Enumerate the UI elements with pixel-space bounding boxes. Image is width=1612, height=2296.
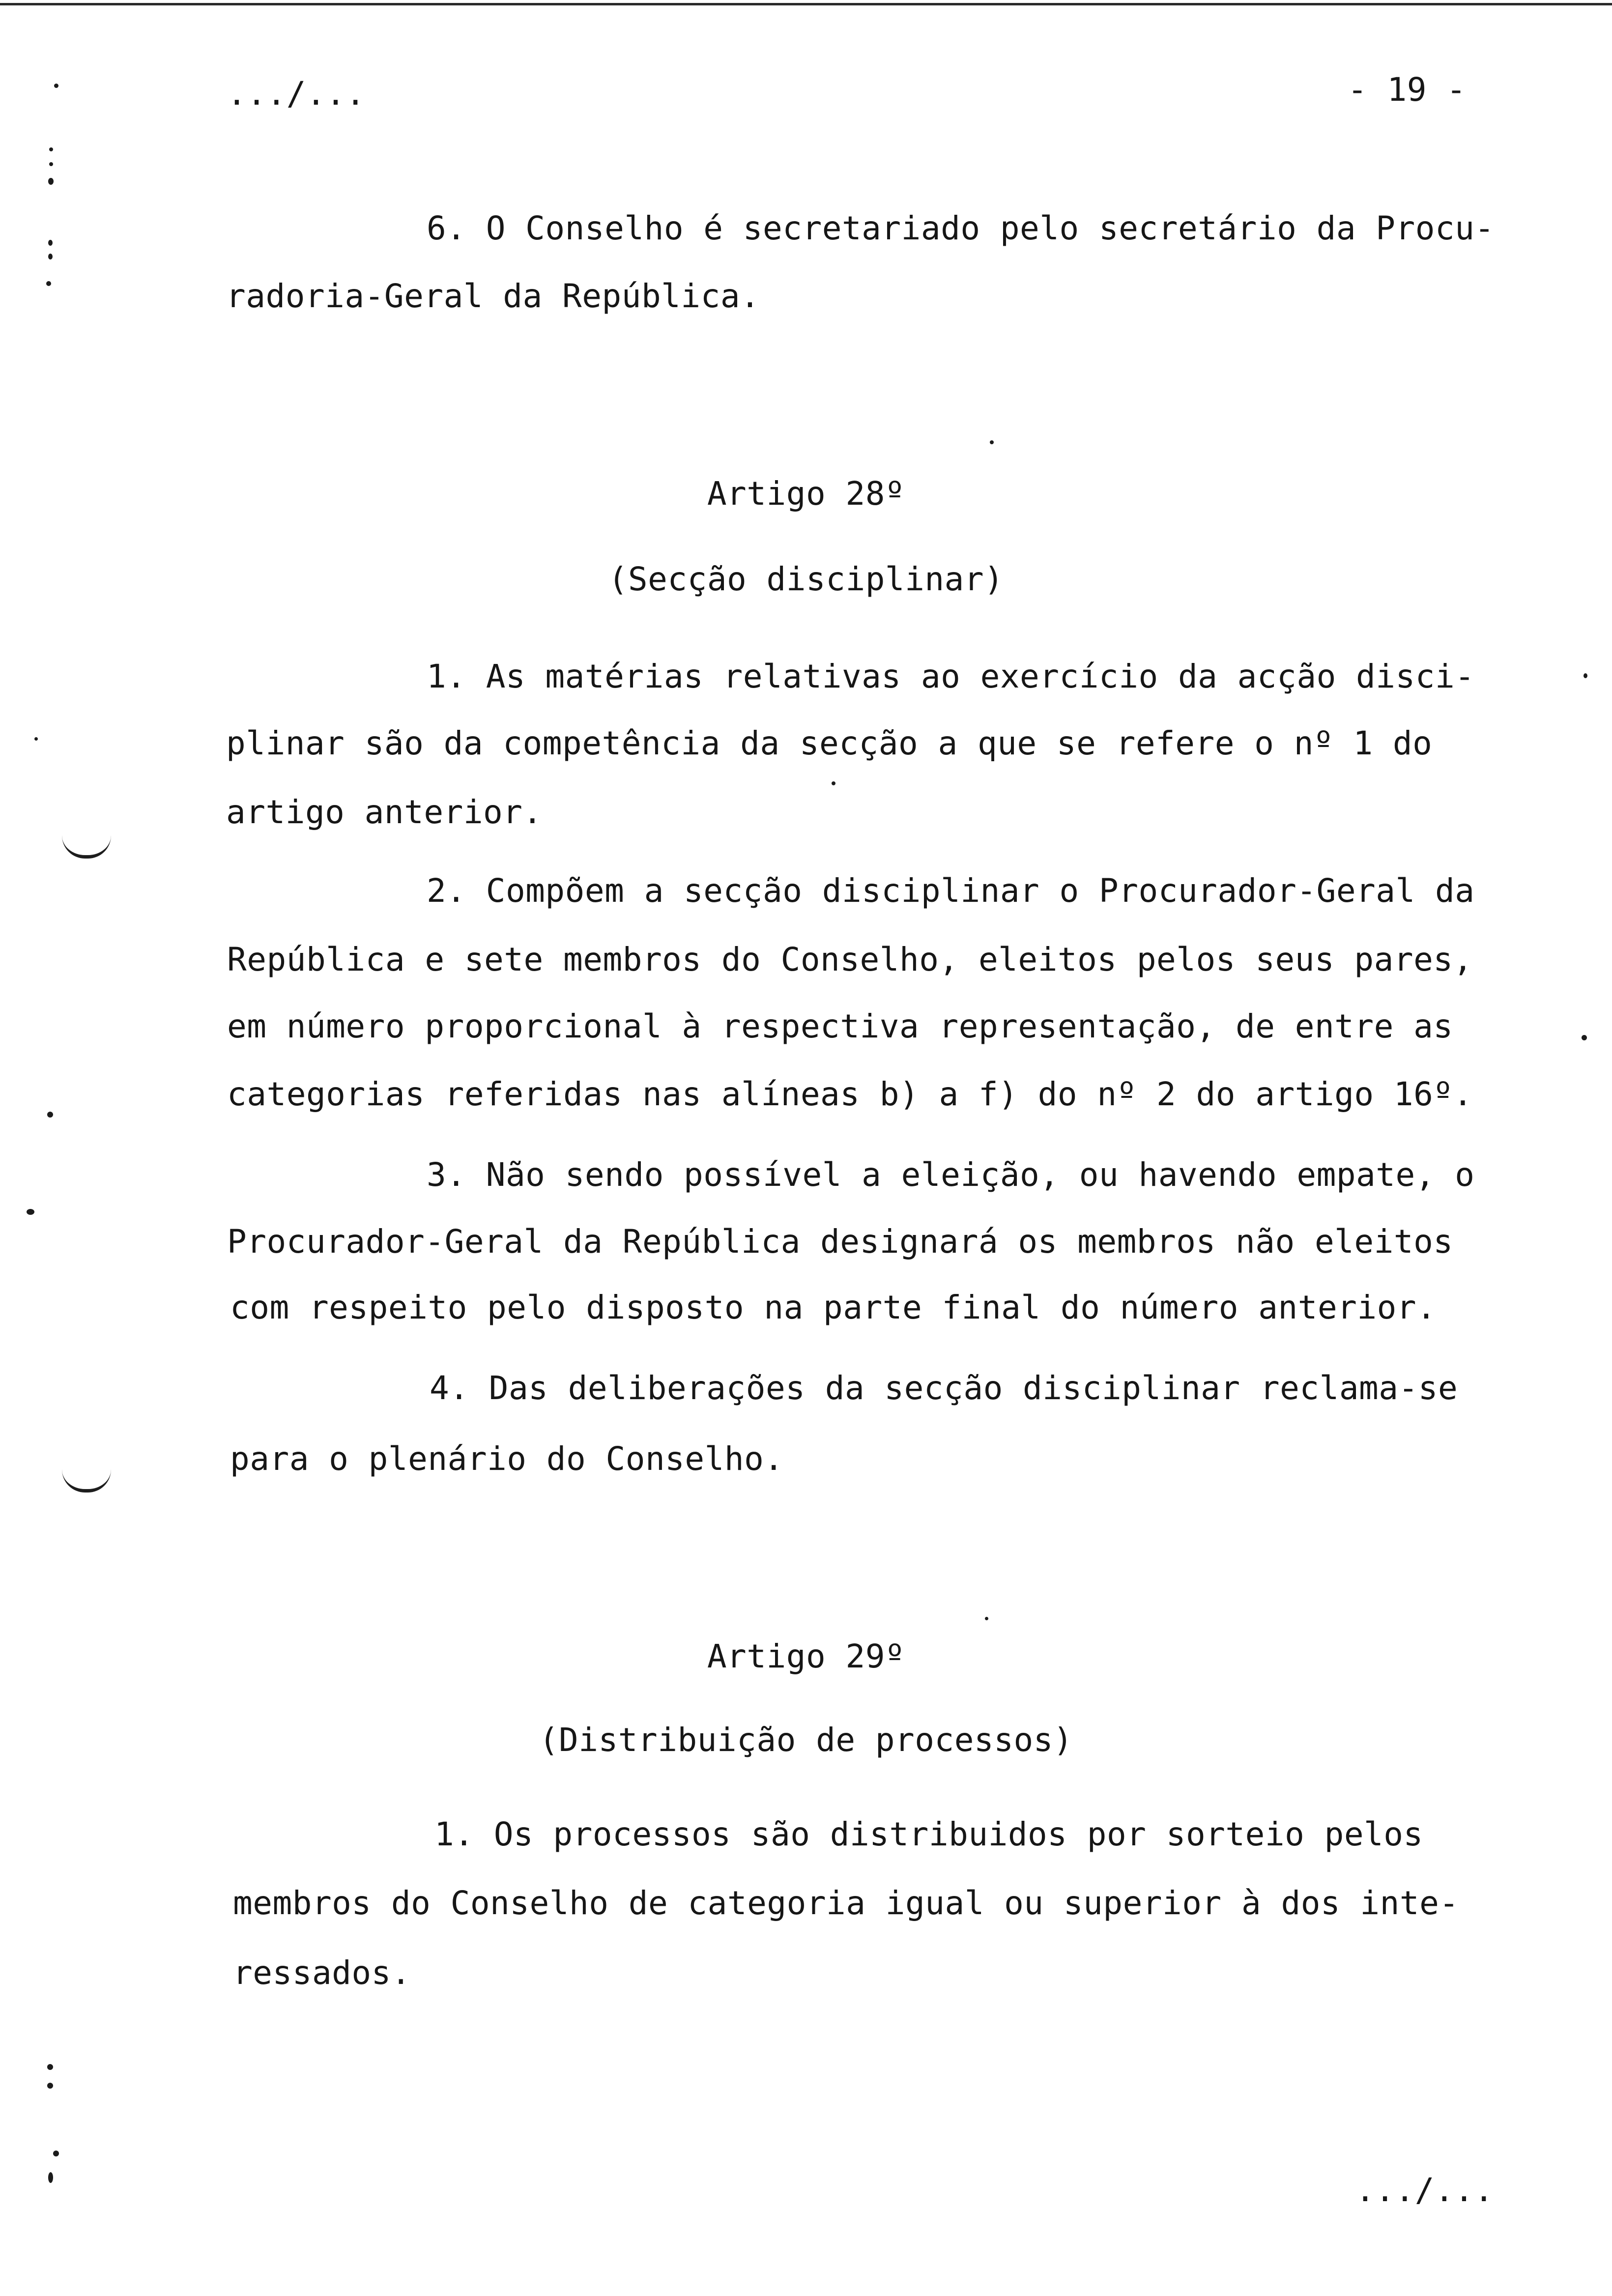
margin-speck bbox=[47, 2064, 53, 2070]
continuation-marker-bottom: .../... bbox=[1355, 2171, 1494, 2209]
top-edge-line bbox=[0, 3, 1612, 5]
margin-speck bbox=[27, 1209, 34, 1215]
margin-speck bbox=[46, 281, 51, 286]
art28-p2-line-2: República e sete membros do Conselho, eleitos pelos seus pares, bbox=[227, 941, 1473, 978]
margin-speck bbox=[34, 737, 38, 741]
art28-p4-line-1: 4. Das deliberações da secção disciplinar reclama-se bbox=[430, 1369, 1458, 1407]
art28-p3-line-2: Procurador-Geral da República designará os membros não eleitos bbox=[227, 1223, 1453, 1261]
art28-p1-line-1: 1. As matérias relativas ao exercício da acção disci- bbox=[427, 658, 1475, 695]
margin-speck bbox=[48, 2172, 53, 2183]
page-number: - 19 - bbox=[1348, 71, 1467, 109]
margin-speck bbox=[54, 84, 58, 88]
art28-p2-line-4: categorias referidas nas alíneas b) a f) do nº 2 do artigo 16º. bbox=[227, 1075, 1473, 1113]
art29-p1-line-3: ressados. bbox=[233, 1954, 411, 1992]
art28-p1-line-3: artigo anterior. bbox=[226, 793, 543, 831]
article-29-title: Artigo 29º bbox=[707, 1637, 905, 1675]
continuation-marker-top: .../... bbox=[227, 75, 366, 113]
margin-speck bbox=[47, 2083, 53, 2089]
margin-speck bbox=[832, 781, 835, 785]
margin-speck bbox=[47, 1112, 53, 1118]
article-29-subtitle: (Distribuição de processos) bbox=[539, 1721, 1073, 1759]
margin-speck bbox=[990, 440, 994, 444]
art28-p2-line-1: 2. Compõem a secção disciplinar o Procurador-Geral da bbox=[427, 872, 1475, 910]
margin-speck bbox=[48, 240, 53, 246]
art28-p4-line-2: para o plenário do Conselho. bbox=[230, 1440, 784, 1478]
punch-hole-mark-lower bbox=[62, 1469, 111, 1492]
article-28-subtitle: (Secção disciplinar) bbox=[608, 560, 1004, 598]
para-6-line-2: radoria-Geral da República. bbox=[226, 277, 760, 315]
margin-speck bbox=[985, 1617, 988, 1620]
margin-speck bbox=[1582, 1035, 1587, 1040]
art29-p1-line-1: 1. Os processos são distribuidos por sorteio pelos bbox=[434, 1815, 1423, 1853]
para-6-line-1: 6. O Conselho é secretariado pelo secretário da Procu- bbox=[427, 209, 1495, 247]
art28-p3-line-3: com respeito pelo disposto na parte final do número anterior. bbox=[230, 1289, 1437, 1326]
margin-speck bbox=[53, 2151, 59, 2156]
margin-speck bbox=[48, 254, 53, 259]
punch-hole-mark-upper bbox=[62, 835, 111, 859]
art29-p1-line-2: membros do Conselho de categoria igual ou superior à dos inte- bbox=[233, 1884, 1459, 1922]
margin-speck bbox=[1583, 673, 1587, 678]
art28-p2-line-3: em número proporcional à respectiva representação, de entre as bbox=[227, 1007, 1453, 1045]
margin-speck bbox=[49, 162, 53, 166]
margin-speck bbox=[48, 178, 54, 185]
margin-speck bbox=[49, 147, 53, 151]
article-28-title: Artigo 28º bbox=[707, 475, 905, 513]
art28-p3-line-1: 3. Não sendo possível a eleição, ou havendo empate, o bbox=[427, 1156, 1475, 1194]
art28-p1-line-2: plinar são da competência da secção a que se refere o nº 1 do bbox=[226, 724, 1433, 762]
